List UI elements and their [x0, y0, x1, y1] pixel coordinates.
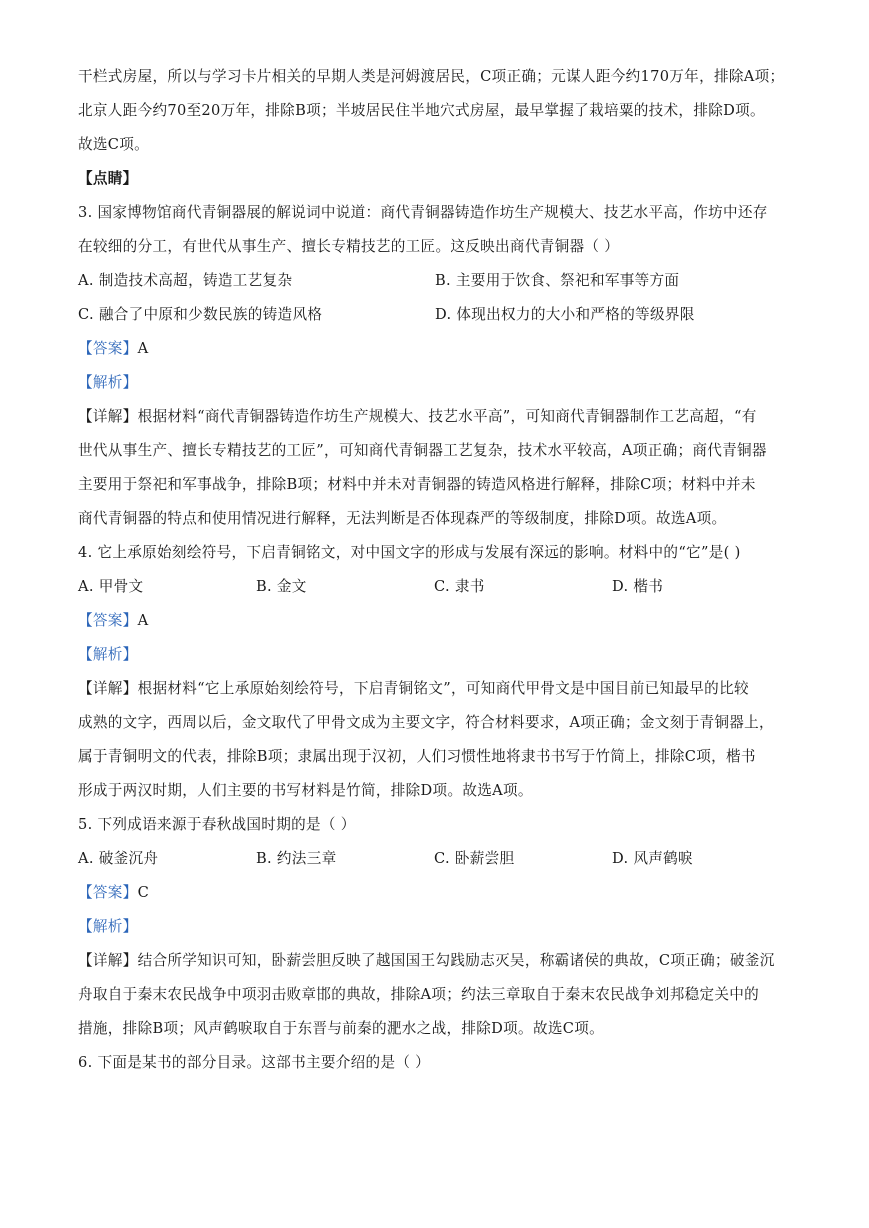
q4-analysis [78, 644, 793, 666]
q3-stem-line: 3. 国家博物馆商代青铜器展的解说词中说道：商代青铜器铸造作坊生产规模大、技艺水平高，作坊中还存 [78, 204, 768, 221]
q4-option-b: B. 金文 [256, 578, 307, 595]
q4-detail-line: 属于青铜明文的代表，排除B项；隶属出现于汉初，人们习惯性地将隶书书写于竹简上，排除C项，楷书 [78, 748, 756, 765]
q6-stem-line: 6. 下面是某书的部分目录。这部书主要介绍的是（ ） [78, 1054, 431, 1071]
q4-detail-text: 根据材料“它上承原始刻绘符号，下启青铜铭文”，可知商代甲骨文是中国目前已知最早的比较 [137, 680, 749, 697]
q3-detail-line: 世代从事生产、擅长专精技艺的工匠”，可知商代青铜器工艺复杂，技术水平较高，A项正确；商代青铜器 [78, 442, 767, 459]
analysis-label: 【解析】 [78, 374, 138, 391]
answer-label: 【答案】 [78, 340, 138, 357]
q4-answer [78, 610, 793, 632]
q5-detail-line: 措施，排除B项；风声鹤唳取自于东晋与前秦的淝水之战，排除D项。故选C项。 [78, 1020, 604, 1037]
q3-options-row [78, 270, 793, 292]
dianjing-label: 【点睛】 [78, 170, 138, 187]
q3-detail-line: 主要用于祭祀和军事战争，排除B项；材料中并未对青铜器的铸造风格进行解释，排除C项；材料中并未 [78, 476, 756, 493]
q4-option-c: C. 隶书 [434, 578, 485, 595]
q5-answer-value: C [137, 884, 150, 901]
answer-label: 【答案】 [78, 884, 138, 901]
q5-detail-text: 结合所学知识可知，卧薪尝胆反映了越国国王勾践励志灭吴，称霸诸侯的典故，C项正确；破釜沉 [137, 952, 775, 969]
detail-label: 【详解】 [78, 680, 138, 697]
q5-options-row [78, 848, 793, 870]
q4-options-row [78, 576, 793, 598]
q3-detail-line [78, 406, 793, 428]
q5-answer [78, 882, 793, 904]
q5-option-a: A. 破釜沉舟 [78, 850, 159, 867]
q4-answer-value: A [137, 612, 149, 629]
q3-option-b: B. 主要用于饮食、祭祀和军事等方面 [435, 272, 680, 289]
q5-detail-line: 舟取自于秦末农民战争中项羽击败章邯的典故，排除A项；约法三章取自于秦末农民战争刘邦稳定关中的 [78, 986, 760, 1003]
q3-answer [78, 338, 793, 360]
q5-option-c: C. 卧薪尝胆 [434, 850, 515, 867]
q5-option-d: D. 风声鹤唳 [612, 850, 693, 867]
q3-options-row [78, 304, 793, 326]
q4-option-d: D. 楷书 [612, 578, 664, 595]
q5-option-b: B. 约法三章 [256, 850, 337, 867]
q5-analysis [78, 916, 793, 938]
q4-detail-line: 成熟的文字，西周以后，金文取代了甲骨文成为主要文字，符合材料要求，A项正确；金文刻于青铜器上， [78, 714, 774, 731]
q3-detail-line: 商代青铜器的特点和使用情况进行解释，无法判断是否体现森严的等级制度，排除D项。故选A项。 [78, 510, 727, 527]
analysis-label: 【解析】 [78, 918, 138, 935]
q3-option-a: A. 制造技术高超，铸造工艺复杂 [78, 272, 293, 289]
document-body [78, 66, 793, 1086]
dianjing-tag [78, 168, 793, 190]
text-line: 干栏式房屋，所以与学习卡片相关的早期人类是河姆渡居民，C项正确；元谋人距今约170万年，排除A项； [78, 68, 785, 85]
q4-detail-line [78, 678, 793, 700]
text-line: 北京人距今约70至20万年，排除B项；半坡居民住半地穴式房屋，最早掌握了栽培粟的技术，排除D项。 [78, 102, 765, 119]
q5-detail-line [78, 950, 793, 972]
detail-label: 【详解】 [78, 952, 138, 969]
q4-stem-line: 4. 它上承原始刻绘符号，下启青铜铭文，对中国文字的形成与发展有深远的影响。材料中的“它”是( ) [78, 544, 741, 561]
q3-detail-text: 根据材料“商代青铜器铸造作坊生产规模大、技艺水平高”，可知商代青铜器制作工艺高超，“有 [137, 408, 757, 425]
q3-analysis [78, 372, 793, 394]
q3-option-c: C. 融合了中原和少数民族的铸造风格 [78, 306, 323, 323]
text-line: 故选C项。 [78, 136, 150, 153]
analysis-label: 【解析】 [78, 646, 138, 663]
detail-label: 【详解】 [78, 408, 138, 425]
q3-option-d: D. 体现出权力的大小和严格的等级界限 [435, 306, 695, 323]
q3-stem-line: 在较细的分工，有世代从事生产、擅长专精技艺的工匠。这反映出商代青铜器（ ） [78, 238, 620, 255]
q3-answer-value: A [137, 340, 149, 357]
q4-option-a: A. 甲骨文 [78, 578, 144, 595]
q4-detail-line: 形成于两汉时期，人们主要的书写材料是竹简，排除D项。故选A项。 [78, 782, 533, 799]
answer-label: 【答案】 [78, 612, 138, 629]
q5-stem-line: 5. 下列成语来源于春秋战国时期的是（ ） [78, 816, 356, 833]
